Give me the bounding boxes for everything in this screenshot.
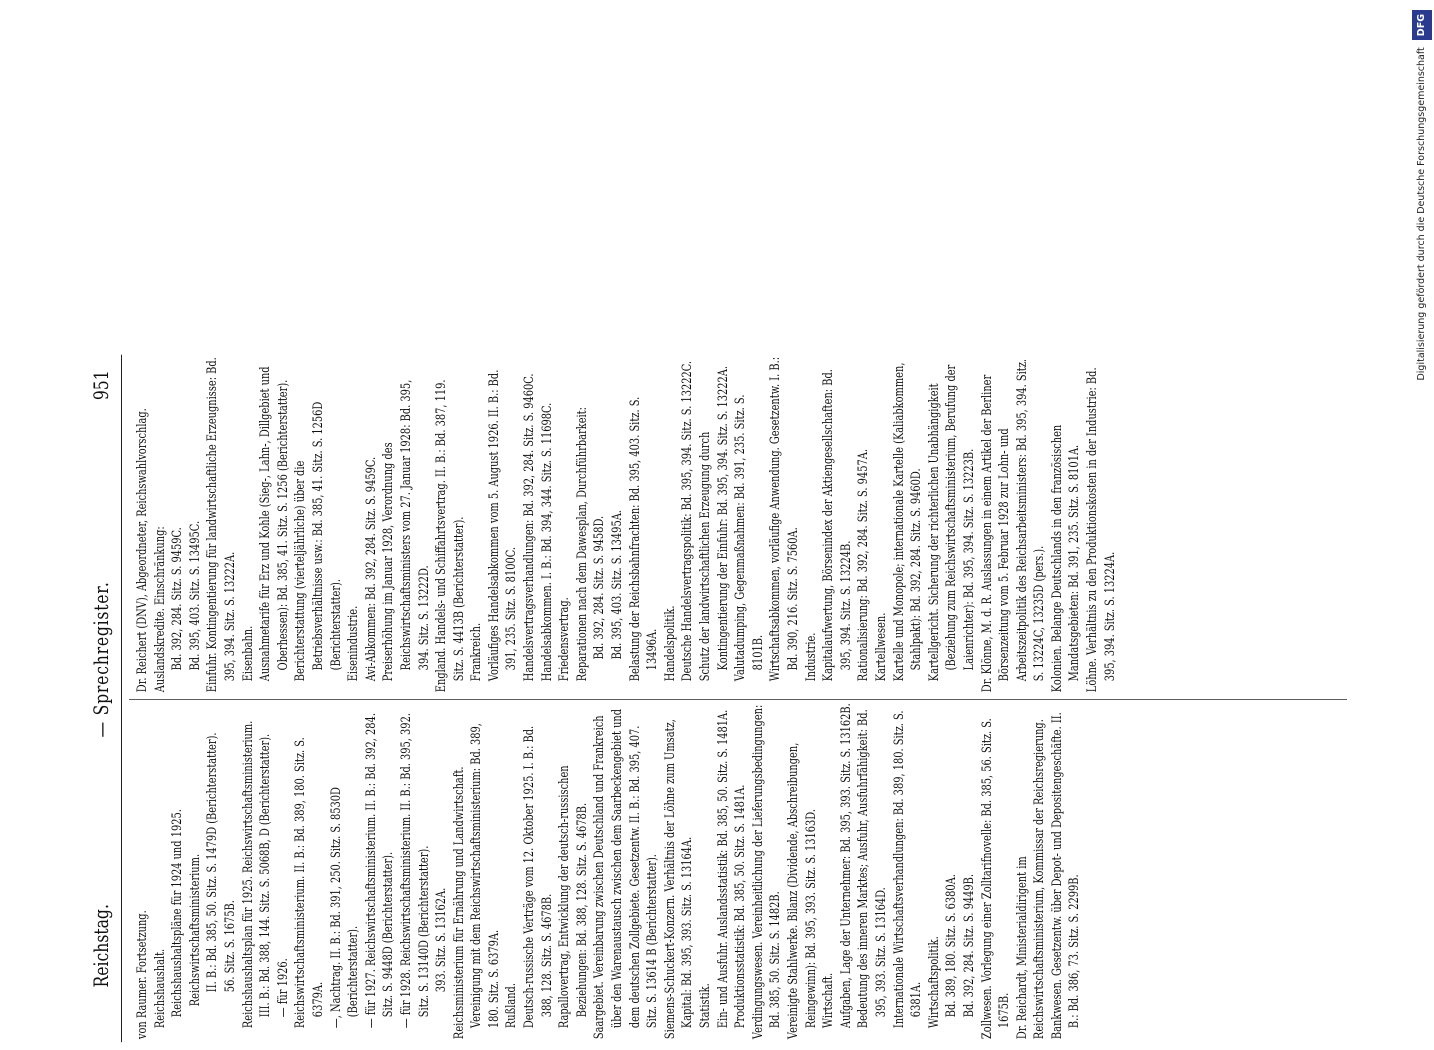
register-entry: Deutsche Handelsvertragspolitik: Bd. 395, 394. Sitz. S. 13222C. — [679, 360, 695, 682]
register-entry: Bd. 395, 403. Sitz. S. 13495A. — [609, 510, 625, 660]
register-entry: Bd. 389, 180. Sitz. S. 6380A. — [943, 874, 959, 1018]
register-entry: Belastung der Reichsbahnfrachten: Bd. 395, 403. Sitz. S. 13496A. — [626, 396, 660, 682]
register-entry: Wirtschaftspolitik. — [925, 936, 941, 1029]
register-entry: 56. Sitz. S. 1675B. — [221, 900, 237, 993]
register-entry: England. Handels- und Schiffahrtsvertrag. II. B.: Bd. 387, 119. Sitz. S. 4413B (Berichterstatter). — [433, 379, 466, 693]
page-header — [83, 363, 123, 1035]
register-entry: Aufgaben, Lage der Unternehmer: Bd. 395, 393. Sitz. S. 13162B. — [837, 703, 853, 1029]
page-content — [75, 347, 1355, 1050]
register-entry: Verdingungswesen. Vereinheitlichung der Lieferungsbedingungen: Bd. 385, 50. Sitz. S. 1482B. — [749, 704, 783, 1040]
register-entry: Kartelle und Monopole; internationale Kartelle (Kaliabkommen, Stahlpakt): Bd. 392, 284. Sitz. S. 9460D. — [890, 362, 924, 682]
register-entry: Bedeutung des inneren Marktes; Ausfuhr, Ausfuhrfähigkeit: Bd. 395, 393. Sitz. S. 13164D. — [855, 709, 888, 1029]
register-entry: Bd. 395, 403. Sitz. S. 13495C. — [186, 520, 202, 671]
register-entry: — für 1927. Reichswirtschaftsministerium. II. B.: Bd. 392, 284. Sitz. S. 9448D (Berichterstatter). — [362, 713, 396, 1029]
register-entry: Bd. 392, 284. Sitz. S. 9458D. — [591, 515, 607, 660]
register-entry: Statistik. — [697, 983, 712, 1029]
register-entry: Bankwesen. Gesetzentw. über Depot- und Depositengeschäfte. II. B.: Bd. 386, 73. Sitz. S. 2299B. — [1048, 712, 1082, 1040]
register-entry: Handelsvertragsverhandlungen: Bd. 392, 284. Sitz. S. 9460C. — [521, 373, 537, 682]
register-entry: — für 1928. Reichswirtschaftsministerium. II. B.: Bd. 395, 392. Sitz. S. 13140D (Berichterstatter). — [397, 713, 431, 1029]
register-entry: Kartellgericht. Sicherung der richterlichen Unabhängigkeit (Beziehung zum Reichswirtschaftsministerium, Berufung der Laienrichter): Bd. 395, 394. Sitz. S. 13223B. — [925, 364, 976, 682]
register-entry: Reichshaushaltspläne für 1924 und 1925. — [169, 809, 185, 1018]
register-entry: Vorläufiges Handelsabkommen vom 5. August 1926. II. B.: Bd. 391, 235. Sitz. S. 8100C. — [485, 369, 519, 682]
right-column — [133, 356, 1118, 692]
register-entry: Schutz der landwirtschaftlichen Erzeugung durch Kontingentierung der Einfuhr: Bd. 395, 394. Sitz. S. 13222A. — [697, 365, 730, 682]
register-entry: Reparationen nach dem Dawesplan, Durchführbarkeit: — [573, 407, 589, 682]
page-number: 951 — [89, 370, 113, 401]
register-entry: Dr. Reichert (DNV), Abgeordneter, Reichswahlvorschlag. — [134, 408, 149, 693]
register-entry: Avi-Abkommen: Bd. 392, 284. Sitz. S. 9459C. — [362, 456, 378, 682]
register-entry: Reichswirtschaftsministerium. II. B.: Bd. 389, 180. Sitz. S. 6379A. — [292, 737, 325, 1029]
register-entry: Löhne. Verhältnis zu den Produktionskosten in der Industrie: Bd. 395, 394. Sitz. S. 13224A. — [1084, 367, 1117, 693]
side-strip — [1412, 10, 1432, 995]
register-entry: Deutsch-russische Verträge vom 12. Oktober 1925. I. B.: Bd. 388, 128. Sitz. S. 4678B. — [521, 725, 554, 1029]
register-entry: Siemens-Schuckert-Konzern. Verhältnis der Löhne zum Umsatz, Kapital: Bd. 395, 393. Sitz. S. 13164A. — [661, 719, 695, 1040]
register-entry: Kartellwesen. — [872, 612, 888, 682]
register-entry: Industrie. — [802, 632, 818, 682]
register-entry: — für 1926. — [274, 958, 290, 1018]
register-entry: 393. Sitz. S. 13162A. — [433, 887, 449, 993]
register-entry: Rapallovertrag, Entwicklung der deutsch-russischen Beziehungen: Bd. 388, 128. Sitz. S. 4678B. — [556, 765, 589, 1029]
register-entry: Reichshaushaltsplan für 1925. Reichswirtschaftsministerium. III. B.: Bd. 388, 144. Sitz. S. 5068B, D (Berichterstatter). — [239, 720, 273, 1029]
register-entry: II. B.: Bd. 385, 50. Sitz. S. 1479D (Berichterstatter). — [204, 732, 220, 993]
register-entry: Zollwesen. Vorlegung einer Zolltarifnovelle: Bd. 385, 56. Sitz. S. 1675B. — [978, 718, 1012, 1040]
register-entry: Kolonien. Belange Deutschlands in den französischen Mandatsgebieten: Bd. 391, 235. Sitz. S. 8101A. — [1048, 424, 1082, 693]
register-entry: Eisenindustrie. — [345, 605, 361, 682]
register-entry: Wirtschaft. — [820, 972, 836, 1029]
left-column — [133, 703, 1083, 1039]
register-entry: Ein- und Ausfuhr. Auslandsstatistik: Bd. 385, 50. Sitz. S. 1481A. — [714, 709, 730, 1029]
column-divider — [129, 699, 1347, 700]
register-entry: Produktionsstatistik: Bd. 385, 50. Sitz. S. 1481A. — [732, 784, 748, 1029]
register-entry: Bd. 392, 284. Sitz. S. 9459C. — [169, 527, 185, 671]
register-entry: Rußland. — [503, 983, 519, 1029]
register-entry: Ausnahmetarife für Erz und Kohle (Sieg-, Lahn-, Dillgebiet und Oberhessen): Bd. 385, 41. Sitz. S. 1256 (Berichterstatter). — [257, 366, 290, 682]
register-entry: Dr. Klönne, M. d. R. Auslassungen in einem Artikel der Berliner Börsenzeitung vom 5. Februar 1928 zur Lohn- und Arbeitszeitpolitik des Reichsarbeitsministers: Bd. 395, 394. Sitz. S. 13224C, 13235D (pers.). — [978, 358, 1047, 693]
register-entry: Reichswirtschaftsministerium. — [186, 853, 202, 1007]
register-entry: Preiserhöhung im Januar 1928, Verordnung des Reichswirtschaftsministers vom 27. Januar 1928: Bd. 395, 394. Sitz. S. 13222D. — [380, 379, 431, 682]
register-entry: Internationale Wirtschaftsverhandlungen: Bd. 389, 180. Sitz. S. 6381A. — [890, 710, 924, 1029]
register-entry: Valutadumping, Gegenmaßnahmen: Bd. 391, 235. Sitz. S. 8101B. — [732, 394, 765, 682]
dfg-credit-text: Digitalisierung gefördert durch die Deutsche Forschungsgemeinschaft — [1416, 47, 1427, 381]
register-entry: Auslandskredite. Einschränkung: — [151, 526, 167, 693]
register-entry: Vereinigte Stahlwerke. Bilanz (Dividende, Abschreibungen, Reingewinn): Bd. 395, 393. Sitz. S. 13163D. — [784, 742, 818, 1040]
register-entry: Handelspolitik. — [661, 605, 677, 682]
register-entry: Einfuhr. Kontingentierung für landwirtschaftliche Erzeugnisse: Bd. 395, 394. Sitz. S. 13222A. — [204, 357, 237, 693]
register-entry: —, Nachtrag. II. B.: Bd. 391, 250. Sitz. S. 8530D (Berichterstatter). — [327, 787, 361, 1029]
register-entry: Kapitalaufwertung, Börsenindex der Aktiengesellschaften: Bd. 395, 394. Sitz. S. 13224B. — [820, 369, 853, 682]
register-entry: Reichshaushalt. — [151, 948, 167, 1029]
rotated-page — [75, 50, 1117, 1050]
register-entry: Berichterstattung (vierteljährliche) über die Betriebsverhältnisse usw.: Bd. 385, 41. Sitz. S. 1256D (Berichterstatter). — [292, 401, 343, 682]
register-entry: Handelsabkommen. I. B.: Bd. 394, 344. Sitz. S. 11698C. — [538, 402, 554, 682]
dfg-logo: DFG — [1412, 10, 1432, 40]
register-entry: Rationalisierung: Bd. 392, 284. Sitz. S. 9457A. — [855, 449, 871, 682]
header-rule — [121, 355, 122, 1043]
register-entry: Wirtschaftsabkommen, vorläufige Anwendung. Gesetzentw. I. B.: Bd. 390, 216. Sitz. S. 7560A. — [767, 356, 800, 682]
register-entry: Reichsministerium für Ernährung und Landwirtschaft. Vereinigung mit dem Reichswirtschaftsministerium: Bd. 389, 180. Sitz. S. 6379A. — [450, 723, 501, 1040]
register-entry: Frankreich. — [468, 622, 484, 682]
register-entry: Saargebiet. Vereinbarung zwischen Deutschland und Frankreich über den Warenaustausch zwischen dem Saarbeckengebiet und dem deutschen Zollgebiete. Gesetzentw. II. B.: Bd. 395, 407. Sitz. S. 13614 B (Berichterstatter). — [591, 708, 660, 1040]
header-title: — Sprechregister. — [89, 581, 113, 738]
register-entry: Bd. 392, 284. Sitz. S. 9449B. — [960, 874, 976, 1018]
register-entry: Friedensvertrag. — [556, 597, 572, 682]
register-entry: Eisenbahn. — [239, 625, 255, 682]
dfg-credit — [1412, 10, 1432, 995]
register-entry: von Raumer. Fortsetzung. — [134, 910, 149, 1040]
header-left: Reichstag. — [89, 904, 113, 988]
register-entry: Dr. Reichardt, Ministerialdirigent im Reichswirtschaftsministerium, Kommissar der Reichsregierung. — [1013, 719, 1047, 1040]
